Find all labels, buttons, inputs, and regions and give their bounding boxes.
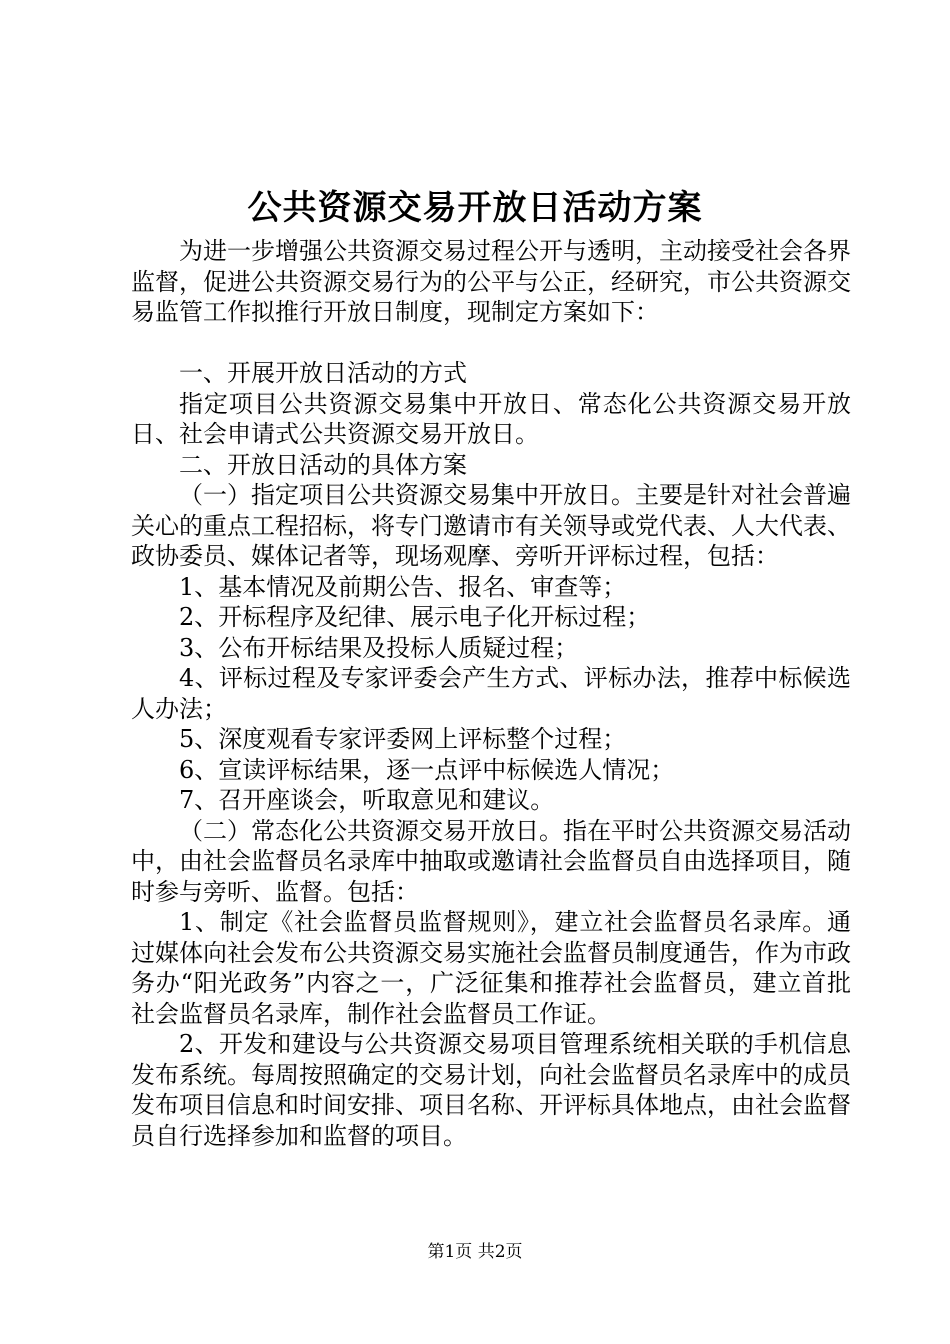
part1-item-1: 1、基本情况及前期公告、报名、审查等；: [179, 572, 627, 601]
section1-paragraph: 指定项目公共资源交易集中开放日、常态化公共资源交易开放日、社会申请式公共资源交易开放日。: [131, 389, 851, 448]
part1-paragraph: （一）指定项目公共资源交易集中开放日。主要是针对社会普遍关心的重点工程招标，将专门邀请市有关领导或党代表、人大代表、政协委员、媒体记者等，现场观摩、旁听开评标过程，包括：: [131, 481, 851, 570]
intro-paragraph: 为进一步增强公共资源交易过程公开与透明，主动接受社会各界监督，促进公共资源交易行为的公平与公正，经研究，市公共资源交易监管工作拟推行开放日制度，现制定方案如下：: [131, 237, 851, 326]
document-title: 公共资源交易开放日活动方案: [247, 188, 703, 228]
part2-item-1: 1、制定《社会监督员监督规则》，建立社会监督员名录库。通过媒体向社会发布公共资源交易实施社会监督员制度通告，作为市政务办“阳光政务”内容之一，广泛征集和推荐社会监督员，建立首批社会监督员名录库，制作社会监督员工作证。: [131, 908, 851, 1028]
part2-paragraph: （二）常态化公共资源交易开放日。指在平时公共资源交易活动中，由社会监督员名录库中抽取或邀请社会监督员自由选择项目，随时参与旁听、监督。包括：: [131, 816, 851, 906]
part1-item-4: 4、评标过程及专家评委会产生方式、评标办法，推荐中标候选人办法；: [131, 664, 851, 723]
paragraph-gap: [131, 328, 851, 359]
document-body: [131, 236, 851, 1151]
section1-heading: 一、开展开放日活动的方式: [179, 359, 467, 387]
section2-heading: 二、开放日活动的具体方案: [179, 450, 467, 479]
part1-item-6: 6、宣读评标结果，逐一点评中标候选人情况；: [179, 755, 675, 784]
part1-item-7: 7、召开座谈会，听取意见和建议。: [179, 786, 555, 814]
part1-item-2: 2、开标程序及纪律、展示电子化开标过程；: [179, 603, 651, 631]
part2-item-2: 2、开发和建设与公共资源交易项目管理系统相关联的手机信息发布系统。每周按照确定的交易计划，向社会监督员名录库中的成员发布项目信息和时间安排、项目名称、开评标具体地点，由社会监督员自行选择参加和监督的项目。: [131, 1030, 851, 1150]
page-footer: 第1页 共2页: [427, 1242, 523, 1262]
part1-item-5: 5、深度观看专家评委网上评标整个过程；: [179, 725, 627, 753]
part1-item-3: 3、公布开标结果及投标人质疑过程；: [179, 633, 579, 662]
